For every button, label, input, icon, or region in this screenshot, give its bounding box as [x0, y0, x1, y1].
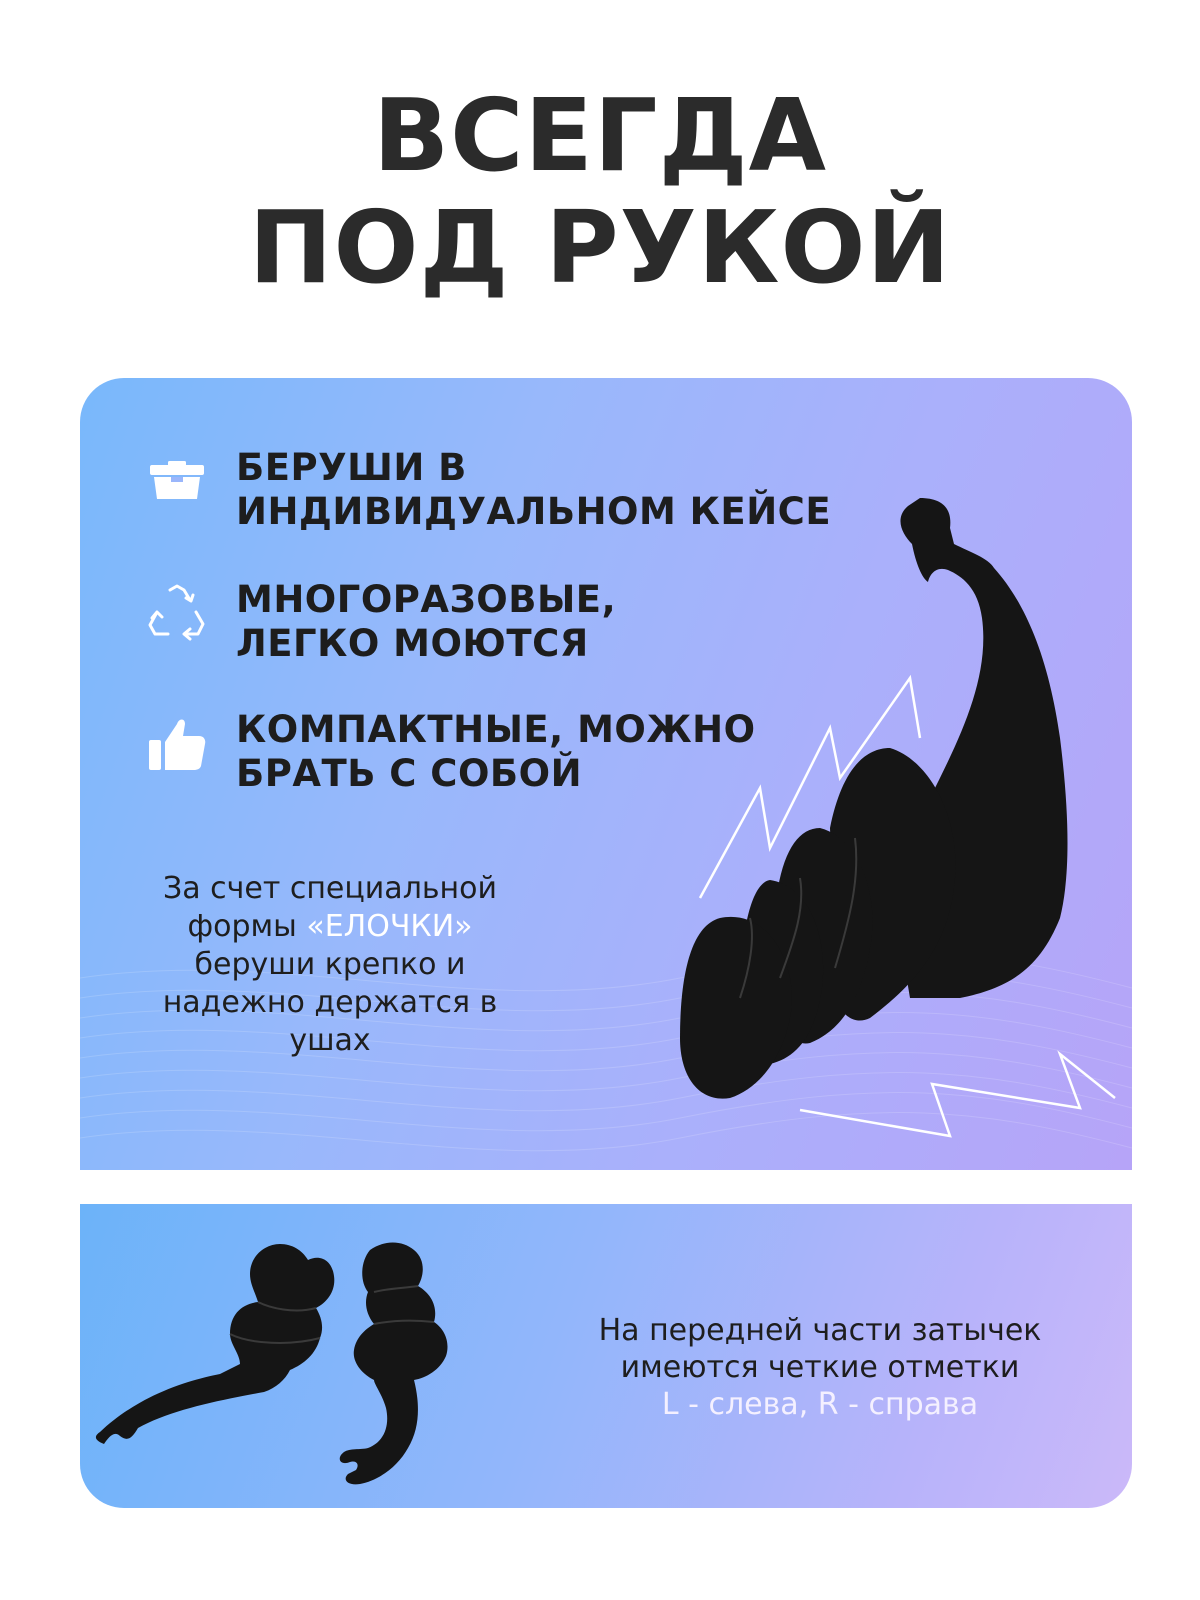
markings-highlight: L - слева, R - справа	[661, 1387, 979, 1422]
markings-description	[550, 1312, 1090, 1423]
markings-card	[80, 1204, 1132, 1508]
desc-part-1: За счет специальной формы	[162, 871, 498, 944]
thumbs-up-icon	[142, 708, 212, 778]
feature-compact-line-1: КОМПАКТНЫЕ, МОЖНО	[236, 708, 756, 751]
desc-part-2: беруши крепко и надежно держатся в ушах	[162, 947, 498, 1058]
earplug-pair-image	[80, 1204, 540, 1508]
shape-description	[130, 870, 530, 1060]
case-icon	[142, 446, 212, 516]
page-title	[0, 77, 1200, 306]
feature-reusable-line-2: ЛЕГКО МОЮТСЯ	[236, 622, 589, 665]
title-line-2: ПОД РУКОЙ	[248, 189, 952, 306]
feature-compact-line-2: БРАТЬ С СОБОЙ	[236, 752, 583, 795]
feature-reusable-line-1: МНОГОРАЗОВЫЕ,	[236, 578, 617, 621]
feature-case-line-1: БЕРУШИ В	[236, 446, 467, 489]
feature-case-line-2: ИНДИВИДУАЛЬНОМ КЕЙСЕ	[236, 490, 832, 533]
markings-text: На передней части затычек имеются четкие отметки	[598, 1313, 1042, 1385]
feature-reusable	[142, 578, 616, 666]
earplug-image	[610, 498, 1130, 1138]
features-card	[80, 378, 1132, 1170]
desc-highlight: «ЕЛОЧКИ»	[306, 909, 473, 944]
title-line-1: ВСЕГДА	[372, 77, 828, 194]
recycle-icon	[142, 578, 212, 648]
